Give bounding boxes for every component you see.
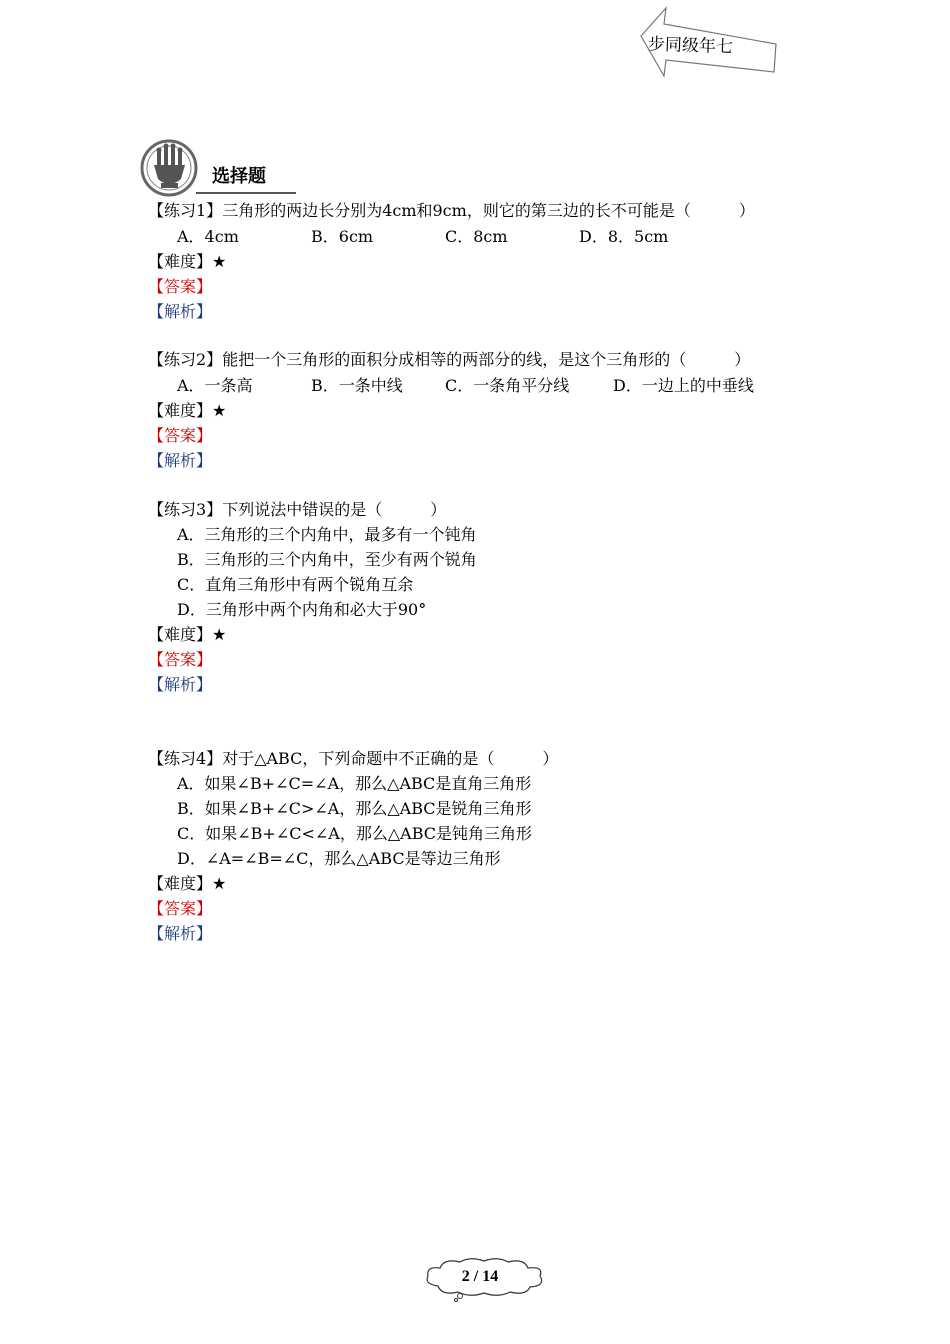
question-1-stem-line (148, 200, 755, 222)
answer-label: 答案 (164, 426, 197, 445)
bracket-close: 】 (196, 650, 213, 669)
bracket-close: 】 (196, 924, 213, 943)
question-3-analysis (148, 674, 212, 696)
question-4-stem-line (148, 748, 558, 770)
grade-tag-text: 步同级年七 (647, 34, 734, 58)
question-4-option-b: B．如果∠B+∠C>∠A，那么△ABC是锐角三角形 (177, 799, 532, 818)
bracket-open: 【 (148, 675, 165, 694)
question-4-difficulty (148, 873, 226, 895)
question-3-difficulty (148, 624, 226, 646)
analysis-label: 解析 (164, 924, 197, 943)
question-2-option-d: D．一边上的中垂线 (613, 376, 754, 395)
question-3-stem-line (148, 499, 446, 521)
question-1-analysis (148, 301, 212, 323)
analysis-label: 解析 (164, 675, 197, 694)
page-number: 2 / 14 (461, 1268, 499, 1285)
question-3-answer (148, 649, 212, 671)
bracket-open: 【 (148, 302, 165, 321)
question-3-option-d: D．三角形中两个内角和必大于90° (177, 600, 427, 619)
question-2-option-b: B．一条中线 (311, 376, 403, 395)
question-2-label: 【练习2】 (148, 350, 223, 369)
question-1-stem: 三角形的两边长分别为4cm和9cm，则它的第三边的长不可能是（ ） (222, 201, 755, 220)
question-3-option-b: B．三角形的三个内角中，至少有两个锐角 (177, 550, 477, 569)
question-4-analysis (148, 923, 212, 945)
star-icon: ★ (212, 625, 227, 644)
bracket-open: 【 (148, 899, 165, 918)
bracket-close: 】 (196, 426, 213, 445)
star-icon: ★ (212, 874, 227, 893)
question-3-stem: 下列说法中错误的是（ ） (222, 500, 447, 519)
question-1-option-a: A．4cm (177, 227, 239, 246)
difficulty-label: 【难度】 (148, 874, 213, 893)
analysis-label: 解析 (164, 451, 197, 470)
bracket-close: 】 (196, 675, 213, 694)
question-1-difficulty (148, 251, 226, 273)
section-underline (196, 192, 296, 194)
question-2-stem: 能把一个三角形的面积分成相等的两部分的线，是这个三角形的（ ） (222, 350, 751, 369)
question-3-option-c: C．直角三角形中有两个锐角互余 (177, 575, 414, 594)
question-1-answer (148, 276, 212, 298)
bracket-open: 【 (148, 277, 165, 296)
question-2-difficulty (148, 400, 226, 422)
bracket-open: 【 (148, 650, 165, 669)
question-4-answer (148, 898, 212, 920)
question-4-option-c: C．如果∠B+∠C<∠A，那么△ABC是钝角三角形 (177, 824, 532, 843)
question-4-option-d: D．∠A=∠B=∠C，那么△ABC是等边三角形 (177, 849, 501, 868)
section-emblem-icon (139, 139, 201, 199)
question-2-option-c: C．一条角平分线 (445, 376, 570, 395)
bracket-close: 】 (196, 277, 213, 296)
analysis-label: 解析 (164, 302, 197, 321)
question-3-label: 【练习3】 (148, 500, 223, 519)
question-4-option-a: A．如果∠B+∠C=∠A，那么△ABC是直角三角形 (177, 774, 532, 793)
question-1-option-b: B．6cm (311, 227, 374, 246)
question-3-option-a: A．三角形的三个内角中，最多有一个钝角 (177, 525, 477, 544)
answer-label: 答案 (164, 277, 197, 296)
question-4-stem: 对于△ABC，下列命题中不正确的是（ ） (222, 749, 559, 768)
question-2-analysis (148, 450, 212, 472)
question-1-option-d: D．8．5cm (579, 227, 669, 246)
question-2-answer (148, 425, 212, 447)
section-title: 选择题 (212, 166, 266, 187)
question-2-option-a: A．一条高 (177, 376, 253, 395)
question-2-stem-line (148, 349, 750, 371)
bracket-close: 】 (196, 899, 213, 918)
question-4-label: 【练习4】 (148, 749, 223, 768)
difficulty-label: 【难度】 (148, 252, 213, 271)
difficulty-label: 【难度】 (148, 401, 213, 420)
difficulty-label: 【难度】 (148, 625, 213, 644)
question-1-label: 【练习1】 (148, 201, 223, 220)
bracket-close: 】 (196, 302, 213, 321)
bracket-close: 】 (196, 451, 213, 470)
bracket-open: 【 (148, 924, 165, 943)
question-1-option-c: C．8cm (445, 227, 508, 246)
answer-label: 答案 (164, 899, 197, 918)
answer-label: 答案 (164, 650, 197, 669)
star-icon: ★ (212, 252, 227, 271)
star-icon: ★ (212, 401, 227, 420)
bracket-open: 【 (148, 426, 165, 445)
bracket-open: 【 (148, 451, 165, 470)
